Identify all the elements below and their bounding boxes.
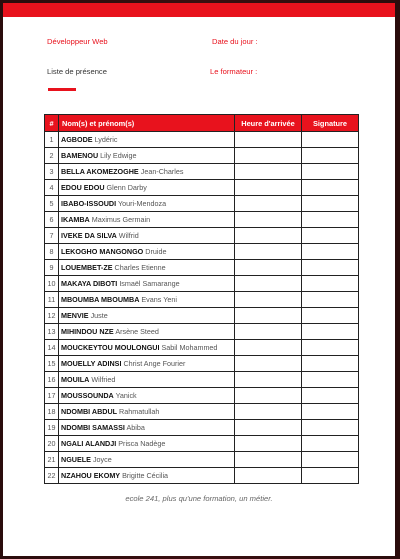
first-name: Juste [90,311,108,320]
last-name: EDOU EDOU [61,183,105,192]
last-name: IVEKE DA SILVA [61,231,117,240]
first-name: Rahmatullah [119,407,160,416]
row-number: 7 [45,228,59,244]
last-name: IBABO-ISSOUDI [61,199,117,208]
arrival-time-cell[interactable] [235,292,302,308]
signature-cell[interactable] [302,180,359,196]
first-name: Lily Edwige [100,151,137,160]
table-row [45,212,359,228]
student-name [59,340,235,356]
table-row [45,340,359,356]
first-name: Charles Etienne [114,263,166,272]
row-number: 13 [45,324,59,340]
signature-cell[interactable] [302,436,359,452]
table-row [45,292,359,308]
arrival-time-cell[interactable] [235,276,302,292]
last-name: MENVIE [61,311,89,320]
arrival-time-cell[interactable] [235,420,302,436]
row-number: 20 [45,436,59,452]
student-name [59,196,235,212]
signature-cell[interactable] [302,132,359,148]
table-row [45,308,359,324]
arrival-time-cell[interactable] [235,132,302,148]
row-number: 17 [45,388,59,404]
student-name [59,228,235,244]
trainer-label: Le formateur : [210,67,258,76]
arrival-time-cell[interactable] [235,452,302,468]
arrival-time-cell[interactable] [235,148,302,164]
last-name: NDOMBI ABDUL [61,407,118,416]
row-number: 21 [45,452,59,468]
attendance-sheet [3,3,395,556]
signature-cell[interactable] [302,308,359,324]
row-number: 15 [45,356,59,372]
student-name [59,180,235,196]
table-row [45,132,359,148]
arrival-time-cell[interactable] [235,228,302,244]
table-row [45,228,359,244]
first-name: Lydéric [94,135,118,144]
row-number: 8 [45,244,59,260]
row-number: 2 [45,148,59,164]
student-name [59,308,235,324]
first-name: Evans Yeni [141,295,177,304]
last-name: BELLA AKOMEZOGHE [61,167,139,176]
student-name [59,324,235,340]
signature-cell[interactable] [302,260,359,276]
signature-cell[interactable] [302,164,359,180]
row-number: 3 [45,164,59,180]
col-name: Nom(s) et prénom(s) [59,115,235,132]
last-name: LEKOGHO MANGONGO [61,247,144,256]
row-number: 19 [45,420,59,436]
first-name: Brigitte Cécilia [122,471,169,480]
signature-cell[interactable] [302,212,359,228]
last-name: MBOUMBA MBOUMBA [61,295,140,304]
arrival-time-cell[interactable] [235,340,302,356]
student-name [59,212,235,228]
row-number: 14 [45,340,59,356]
footer-tagline: ecole 241, plus qu'une formation, un métier. [125,494,273,503]
table-row [45,164,359,180]
table-row [45,260,359,276]
signature-cell[interactable] [302,244,359,260]
col-arrival: Heure d'arrivée [235,115,302,132]
last-name: NDOMBI SAMASSI [61,423,125,432]
last-name: BAMENOU [61,151,99,160]
table-row [45,420,359,436]
signature-cell[interactable] [302,340,359,356]
first-name: Jean-Charles [140,167,184,176]
table-row [45,180,359,196]
first-name: Wilfrid [118,231,139,240]
first-name: Yanick [115,391,137,400]
arrival-time-cell[interactable] [235,212,302,228]
first-name: Abiba [126,423,145,432]
col-number: # [45,115,59,132]
arrival-time-cell[interactable] [235,372,302,388]
first-name: Sabil Mohammed [161,343,218,352]
signature-cell[interactable] [302,292,359,308]
student-name [59,436,235,452]
arrival-time-cell[interactable] [235,404,302,420]
row-number: 12 [45,308,59,324]
last-name: MOUILA [61,375,90,384]
student-name [59,356,235,372]
signature-cell[interactable] [302,372,359,388]
first-name: Wilfried [91,375,116,384]
last-name: NGUELE [61,455,91,464]
table-row [45,436,359,452]
table-row [45,468,359,484]
first-name: Joyce [92,455,112,464]
signature-cell[interactable] [302,420,359,436]
first-name: Maximus Germain [91,215,151,224]
student-name [59,276,235,292]
last-name: MOUCKEYTOU MOULONGUI [61,343,160,352]
student-name [59,388,235,404]
row-number: 18 [45,404,59,420]
signature-cell[interactable] [302,228,359,244]
list-title: Liste de présence [47,67,107,76]
student-name [59,148,235,164]
row-number: 22 [45,468,59,484]
table-row [45,276,359,292]
arrival-time-cell[interactable] [235,388,302,404]
student-name [59,468,235,484]
table-row [45,388,359,404]
row-number: 1 [45,132,59,148]
arrival-time-cell[interactable] [235,180,302,196]
table-header-row [45,115,359,132]
title-underline [48,88,76,91]
last-name: MOUSSOUNDA [61,391,114,400]
arrival-time-cell[interactable] [235,260,302,276]
signature-cell[interactable] [302,356,359,372]
arrival-time-cell[interactable] [235,244,302,260]
student-name [59,260,235,276]
attendance-table [44,114,359,484]
row-number: 4 [45,180,59,196]
signature-cell[interactable] [302,324,359,340]
student-name [59,292,235,308]
last-name: NZAHOU EKOMY [61,471,121,480]
table-row [45,356,359,372]
first-name: Arsène Steed [115,327,159,336]
table-row [45,404,359,420]
first-name: Druide [145,247,167,256]
first-name: Youri-Mendoza [117,199,167,208]
table-row [45,452,359,468]
arrival-time-cell[interactable] [235,468,302,484]
row-number: 9 [45,260,59,276]
last-name: NGALI ALANDJI [61,439,117,448]
signature-cell[interactable] [302,468,359,484]
signature-cell[interactable] [302,276,359,292]
first-name: Ismaël Samarange [119,279,180,288]
row-number: 5 [45,196,59,212]
arrival-time-cell[interactable] [235,308,302,324]
top-accent-bar [3,3,395,17]
signature-cell[interactable] [302,452,359,468]
table-row [45,324,359,340]
row-number: 6 [45,212,59,228]
table-row [45,244,359,260]
first-name: Christ Ange Fourier [123,359,186,368]
signature-cell[interactable] [302,388,359,404]
student-name [59,164,235,180]
last-name: MOUELLY ADINSI [61,359,122,368]
student-name [59,420,235,436]
date-label: Date du jour : [212,37,258,46]
signature-cell[interactable] [302,148,359,164]
last-name: MIHINDOU NZE [61,327,114,336]
table-row [45,148,359,164]
student-name [59,132,235,148]
student-name [59,372,235,388]
last-name: AGBODE [61,135,93,144]
col-signature: Signature [302,115,359,132]
last-name: LOUEMBET-ZE [61,263,113,272]
row-number: 10 [45,276,59,292]
first-name: Prisca Nadège [118,439,166,448]
role-label: Développeur Web [47,37,108,46]
signature-cell[interactable] [302,404,359,420]
row-number: 11 [45,292,59,308]
last-name: MAKAYA DIBOTI [61,279,118,288]
table-row [45,196,359,212]
first-name: Glenn Darby [106,183,147,192]
student-name [59,244,235,260]
row-number: 16 [45,372,59,388]
student-name [59,452,235,468]
arrival-time-cell[interactable] [235,436,302,452]
table-row [45,372,359,388]
arrival-time-cell[interactable] [235,164,302,180]
student-name [59,404,235,420]
signature-cell[interactable] [302,196,359,212]
arrival-time-cell[interactable] [235,324,302,340]
arrival-time-cell[interactable] [235,356,302,372]
last-name: IKAMBA [61,215,90,224]
arrival-time-cell[interactable] [235,196,302,212]
